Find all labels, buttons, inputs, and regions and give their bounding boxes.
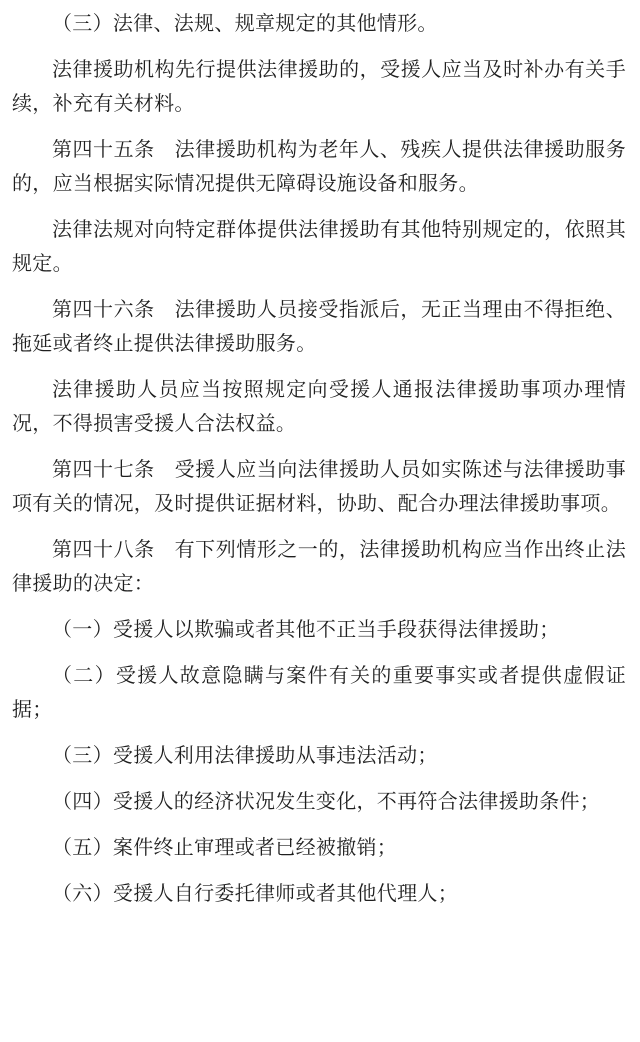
article-paragraph [12,292,626,360]
paragraph: （三）法律、法规、规章规定的其他情形。 [52,11,438,35]
article-text: 法律援助人员接受指派后，无正当理由不得拒绝、拖延或者终止提供法律援助服务。 [12,297,626,355]
list-item: （四）受援人的经济状况发生变化，不再符合法律援助条件； [52,789,601,813]
paragraph: 法律援助机构先行提供法律援助的，受援人应当及时补办有关手续，补充有关材料。 [12,57,626,115]
article-number: 第四十五条 [52,137,155,161]
article-text: 有下列情形之一的，法律援助机构应当作出终止法律援助的决定： [12,537,626,595]
list-item: （三）受援人利用法律援助从事违法活动； [52,743,438,767]
list-item: （五）案件终止审理或者已经被撤销； [52,835,398,859]
article-paragraph [12,452,626,520]
article-number: 第四十八条 [52,537,155,561]
paragraph: 法律援助人员应当按照规定向受援人通报法律援助事项办理情况，不得损害受援人合法权益。 [12,377,626,435]
article-number: 第四十七条 [52,457,155,481]
list-item: （二）受援人故意隐瞒与案件有关的重要事实或者提供虚假证据； [12,663,626,721]
list-item: （六）受援人自行委托律师或者其他代理人； [52,881,458,905]
article-paragraph [12,532,626,600]
article-text: 法律援助机构为老年人、残疾人提供法律援助服务的，应当根据实际情况提供无障碍设施设备和服务。 [12,137,626,195]
article-text: 受援人应当向法律援助人员如实陈述与法律援助事项有关的情况，及时提供证据材料，协助、配合办理法律援助事项。 [12,457,626,515]
article-number: 第四十六条 [52,297,155,321]
list-item: （一）受援人以欺骗或者其他不正当手段获得法律援助； [52,617,560,641]
article-paragraph [12,132,626,200]
paragraph: 法律法规对向特定群体提供法律援助有其他特别规定的，依照其规定。 [12,217,626,275]
